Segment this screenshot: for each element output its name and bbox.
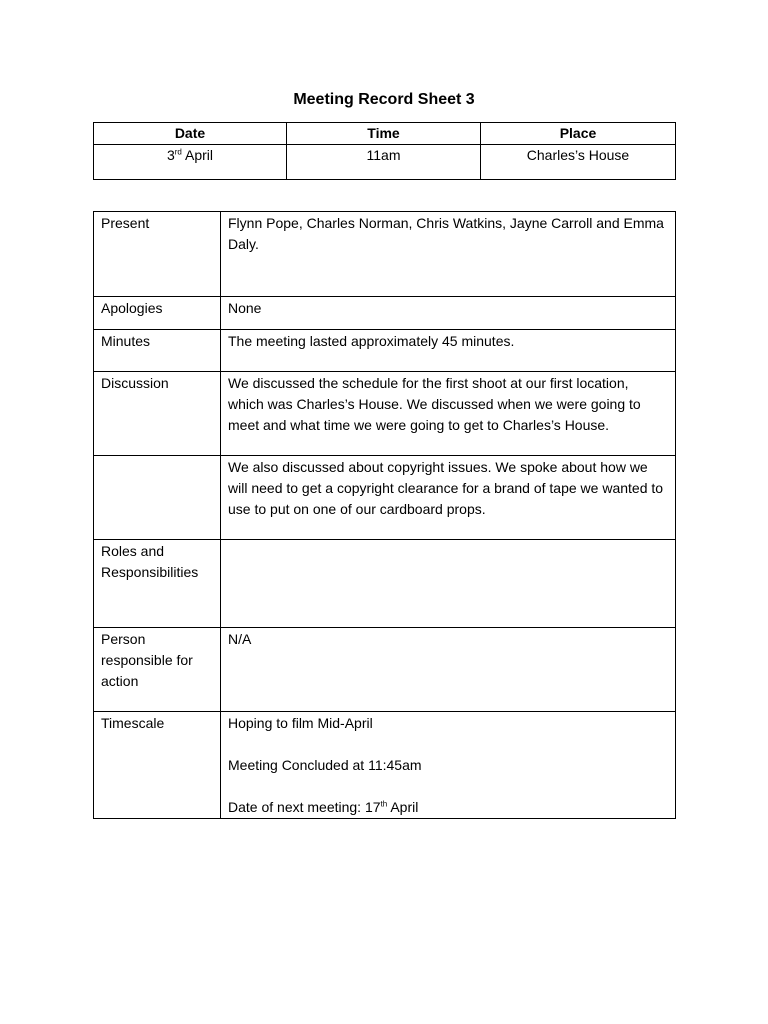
header-date: Date <box>94 123 287 145</box>
time-cell: 11am <box>287 145 481 180</box>
table-row <box>94 297 676 330</box>
row-value-discussion-2: We also discussed about copyright issues. We spoke about how we will need to get a copyright clearance for a brand of tape we wanted to use to put on one of our cardboard props. <box>221 456 676 540</box>
table-row <box>94 628 676 712</box>
row-label-apologies: Apologies <box>94 297 221 330</box>
row-value-present: Flynn Pope, Charles Norman, Chris Watkins, Jayne Carroll and Emma Daly. <box>221 212 676 297</box>
table-row <box>94 212 676 297</box>
header-time: Time <box>287 123 481 145</box>
timescale-line-1: Hoping to film Mid-April <box>228 715 373 731</box>
table-row <box>94 456 676 540</box>
row-label-present: Present <box>94 212 221 297</box>
next-meeting-suffix: th <box>380 799 388 809</box>
page-title: Meeting Record Sheet 3 <box>293 91 475 108</box>
table-row <box>94 712 676 819</box>
row-value-minutes: The meeting lasted approximately 45 minutes. <box>221 330 676 372</box>
summary-header-row <box>94 123 676 145</box>
table-row <box>94 372 676 456</box>
next-meeting-month: April <box>387 799 419 815</box>
table-row <box>94 330 676 372</box>
row-label-discussion: Discussion <box>94 372 221 456</box>
header-place: Place <box>481 123 676 145</box>
summary-table <box>93 122 676 180</box>
row-label-timescale: Timescale <box>94 712 221 819</box>
timescale-line-2: Meeting Concluded at 11:45am <box>228 757 422 773</box>
next-meeting-prefix: Date of next meeting: 17 <box>228 799 381 815</box>
date-suffix: rd <box>174 147 182 157</box>
timescale-line-3 <box>228 797 668 818</box>
row-label-person: Person responsible for action <box>94 628 221 712</box>
row-value-apologies: None <box>221 297 676 330</box>
summary-value-row <box>94 145 676 180</box>
date-day: 3 <box>166 147 175 163</box>
place-cell: Charles’s House <box>481 145 676 180</box>
row-value-person: N/A <box>221 628 676 712</box>
date-month: April <box>185 147 214 163</box>
row-label-minutes: Minutes <box>94 330 221 372</box>
row-value-timescale <box>221 712 676 819</box>
row-value-discussion: We discussed the schedule for the first shoot at our first location, which was Charles’s House. We discussed when we were going to meet and what time we were going to get to Charles’s House. <box>221 372 676 456</box>
details-table <box>93 211 676 819</box>
row-label-roles: Roles and Responsibilities <box>94 540 221 628</box>
table-row <box>94 540 676 628</box>
row-label-discussion-2 <box>94 456 221 540</box>
row-value-roles <box>221 540 676 628</box>
date-cell <box>94 145 287 180</box>
